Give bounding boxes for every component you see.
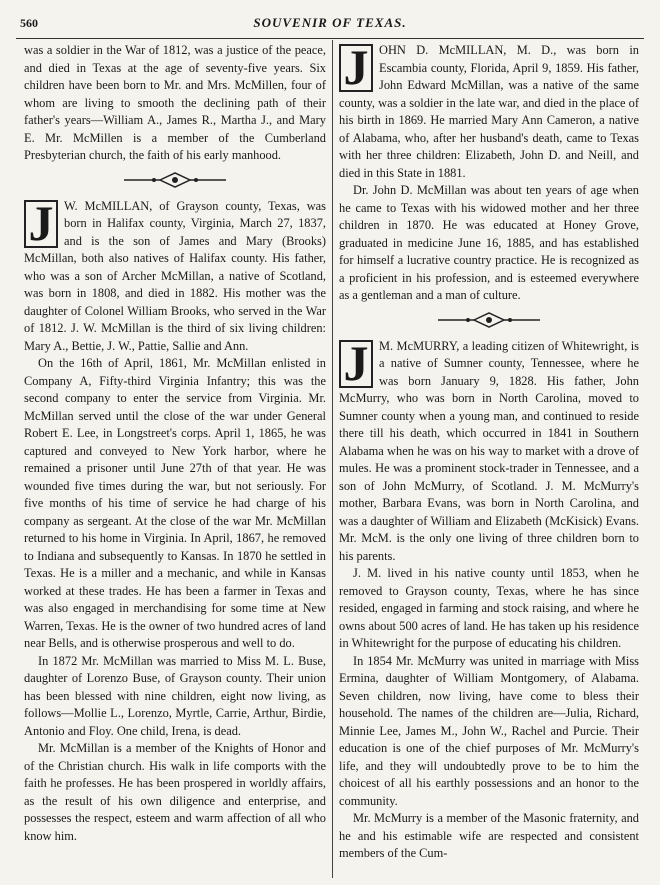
running-title: SOUVENIR OF TEXAS. [253, 15, 407, 30]
bio-paragraph: In 1854 Mr. McMurry was united in marriage with Miss Ermina, daughter of William Montgomery, of Alabama. Seven children, now living, have come to bless their household. The names of the children are—Julia, Richard, Minnie Lee, James M., John W., Rachel and Purcie. Their education is one of the chief purposes of Mr. McMurry's life, and they will undoubtedly prove to be to him the choicest of all his earthly possessions and an honor to the community. [339, 653, 639, 808]
right-column [339, 42, 639, 880]
bio-paragraph: OHN D. McMILLAN, M. D., was born in Escambia county, Florida, April 9, 1859. His father, John Edward McMillan, was a native of the same county, was a soldier in the late war, and died in the place of his birth in 1869. He married Mary Ann Cameron, a native of Alabama, who, after her husband's death, came to Texas with her three children: Elizabeth, John D. and Neill, and died in this State in 1881. [339, 43, 639, 180]
page-number: 560 [20, 16, 38, 30]
drop-cap-initial: J [339, 44, 373, 92]
bio-paragraph: Mr. McMurry is a member of the Masonic fraternity, and he and his estimable wife are respected and consistent members of the Cum- [339, 811, 639, 860]
section-ornament [339, 310, 639, 330]
bio-paragraph: J. M. lived in his native county until 1853, when he removed to Grayson county, Texas, where he has since resided, engaged in farming and stock raising, and where he owns about 500 acres of land. He has taken up his residence in Whitewright for the purpose of educating his children. [339, 566, 639, 650]
biography-john-d-mcmillan [339, 42, 639, 305]
header-rule [16, 38, 644, 39]
column-divider [332, 40, 333, 878]
bio-paragraph: Mr. McMillan is a member of the Knights of Honor and of the Christian church. His walk in life comports with the faith he professes. He has been prospered in worldly affairs, as the result of his own diligence and enterprise, and possesses the respect, esteem and warm affection of all who know him. [24, 741, 326, 843]
left-column [24, 42, 326, 880]
bio-paragraph: On the 16th of April, 1861, Mr. McMillan enlisted in Company A, Fifty-third Virginia Infantry; this was the second company to enter the service from Virginia. Mr. McMillan served until the close of the war under General Robert E. Lee, in Longstreet's corps. April 1, 1865, he was captured and conveyed to New York harbor, where he remained a prisoner until June 27th of that year. He was wounded five times during the war, but not seriously. For five months of his time of service he had charge of his company as sergeant. At the close of the war Mr. McMillan returned to his home in Virginia. In April, 1867, he removed to Indiana and subsequently to Kansas. In 1870 he settled in Texas. He is a miller and a mechanic, and while in Kansas worked at these trades. He has been a farmer in Texas and was also engaged in merchandising for some time at New Warren, Texas. He is the owner of two hundred acres of land near Bells, and is otherwise prosperous and well to do. [24, 356, 326, 650]
drop-cap-initial: J [339, 340, 373, 388]
bio-paragraph: M. McMURRY, a leading citizen of Whitewright, is a native of Sumner county, Tennessee, where he was born January 9, 1828. His father, John McMurry, who was born in North Carolina, moved to Sumner county when a young man, and continued to reside there till his death, which occurred in 1841 in Southern Alabama when he was on his way to market with a drove of mules. He was a prominent stock-trader in Tennessee, and a son of John McMurry, of Scotland. J. M. McMurry's mother, Barbara Evans, was born in North Carolina, and was a daughter of William and Elizabeth (McKisick) Evans. Mr. McM. is the only one living of three children born to his parents. [339, 338, 639, 563]
section-ornament [24, 170, 326, 190]
biography-jm-mcmurry [339, 338, 639, 863]
bio-paragraph: In 1872 Mr. McMillan was married to Miss M. L. Buse, daughter of Lorenzo Buse, of Grayson county. Their union has been blessed with nine children, eight now living, as follows—Mollie L., Lorenzo, Myrtle, Carrie, Arthur, Birdie, Antonio and Floy. One child, Irena, is dead. [24, 653, 326, 738]
bio-paragraph: W. McMILLAN, of Grayson county, Texas, was born in Halifax county, Virginia, March 27, 1837, and is the son of James and Mary (Brooks) McMillan, both also natives of Halifax county. His father, who was a son of Archer McMillan, a native of Scotland, was born in 1808, and died in 1882. His mother was the daughter of Colonel William Brooks, who served in the War of 1812. J. W. McMillan is the third of six living children: Mary A., Bettie, J. W., Pattie, Sallie and Ann. [24, 198, 326, 353]
continued-biography-text: was a soldier in the War of 1812, was a justice of the peace, and died in Texas at the age of seventy-five years. Six children have been born to Mr. and Mrs. McMillen, four of whom are living to smooth the declining path of their father's years—William A., James R., Martha J., and Mary E. Mr. McMillen is a member of the Cumberland Presbyterian church, the faith of his early manhood. [24, 43, 326, 162]
bio-paragraph: Dr. John D. McMillan was about ten years of age when he came to Texas with his widowed mother and her three children in 1870. He was educated at Honey Grove, graduated in medicine June 16, 1885, and has established for himself a lucrative country practice. He is recognized as a proficient in his profession, and is esteemed everywhere as a gentleman and a man of culture. [339, 183, 639, 302]
running-header [16, 10, 644, 32]
drop-cap-initial: J [24, 200, 58, 248]
biography-jw-mcmillan [24, 198, 326, 846]
